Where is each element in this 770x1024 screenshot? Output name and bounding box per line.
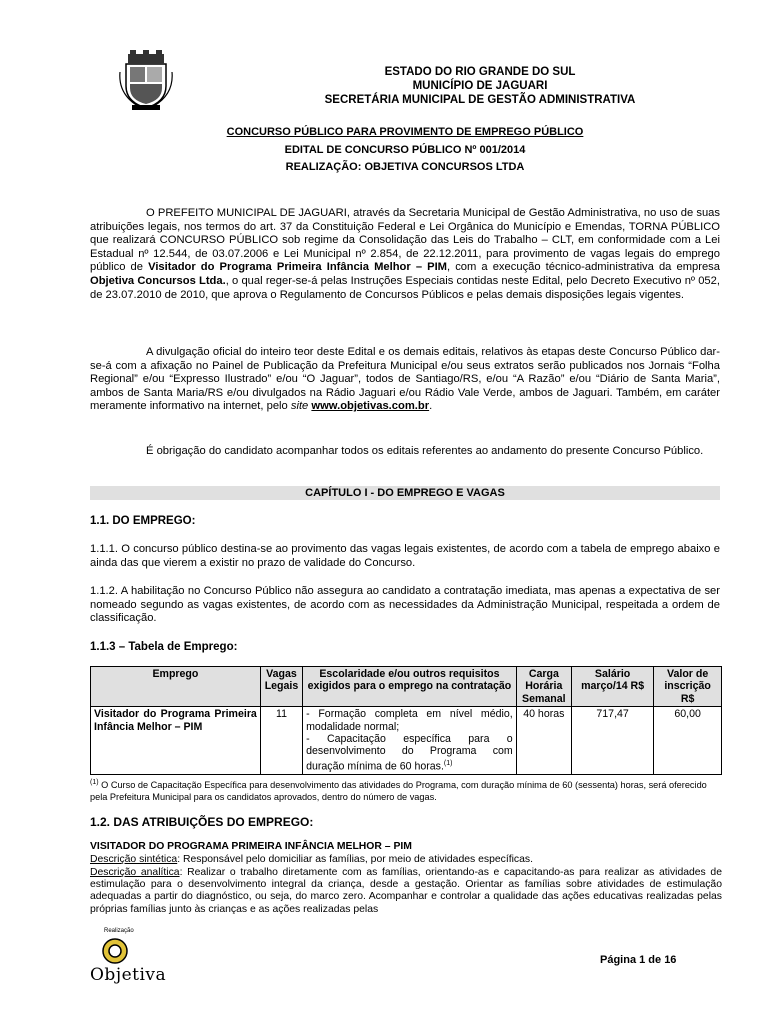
contest-title: CONCURSO PÚBLICO PARA PROVIMENTO DE EMPREGO PÚBLICO bbox=[226, 126, 584, 138]
table-header-cell: Valor de inscrição R$ bbox=[654, 667, 722, 707]
objetiva-logo bbox=[80, 928, 167, 988]
section-1-1-3-heading: 1.1.3 – Tabela de Emprego: bbox=[90, 641, 238, 653]
table-header-cell: Vagas Legais bbox=[260, 667, 302, 707]
intro-paragraph-2: A divulgação oficial do inteiro teor deste Edital e os demais editais, relativos às etapas deste Concurso Público dar-se-á com a afixação no Painel de Publicação da Prefeitura Municipal e/ou seus extratos serão publicados nos Jornais “Folha Regional” e/ou “Expresso Ilustrado” e/ou “O Jaguar”, todos de Santiago/RS, e/ou “A Razão” e/ou “Diário de Santa Maria”, ambos de Santa Maria/RS e/ou divulgados na Rádio Jaguari e/ou Rádio Vale Verde, ambos de Jaguari. Também, em caráter meramente informativo na internet, pelo site www.objetivas.com.br. bbox=[90, 346, 720, 413]
table-footnote: $^{(1)}$ O Curso de Capacitação Específica para desenvolvimento das atividades do Programa, com duração mínima de 60 (sessenta) horas, será oferecido pela Prefeitura Municipal para os candidatos aprovados, dentro do número de vagas. bbox=[90, 779, 707, 802]
page-number: Página 1 de 16 bbox=[600, 954, 677, 966]
table-header-cell: Carga Horária Semanal bbox=[516, 667, 571, 707]
table-cell-vagas: 11 bbox=[260, 707, 302, 775]
logo-name: Objetiva bbox=[90, 965, 167, 985]
descricao-analitica: Descrição analítica: Realizar o trabalho diretamente com as famílias, orientando-as e capacitando-as para realizar as atividades de estimulação para o desenvolvimento integral da criança, desde a gestação. Orientar as famílias sobre atividades de estimulação adequadas a partir do diagnóstico, ou seja, do marco zero. Acompanhar e controlar a qualidade das ações educativas realizadas pelas próprias famílias junto às crianças e as ações realizadas pelas bbox=[90, 867, 722, 915]
paragraph-1-1-2: 1.1.2. A habilitação no Concurso Público não assegura ao candidato a contratação imediata, mas apenas a expectativa de ser nomeado segundo as vagas existentes, de acordo com as necessidades da Administração Municipal, respeitada a ordem de classificação. bbox=[90, 585, 720, 625]
header-municipality: MUNICÍPIO DE JAGUARI bbox=[412, 80, 548, 92]
descricao-sintetica: Descrição sintética: Responsável pelo domiciliar as famílias, por meio de atividades específicas. bbox=[90, 854, 533, 865]
table-header-cell: Emprego bbox=[91, 667, 261, 707]
table-cell-carga: 40 horas bbox=[516, 707, 571, 775]
employment-table bbox=[90, 666, 722, 775]
objetiva-website-link[interactable]: www.objetivas.com.br bbox=[311, 400, 430, 413]
table-header-cell: Salário março/14 R$ bbox=[571, 667, 653, 707]
table-cell-requisitos: - Formação completa em nível médio, modalidade normal; - Capacitação específica para o desenvolvimento do Programa com duração mínima de 60 horas.$^{(1)}$ bbox=[303, 707, 517, 775]
objetiva-emblem-icon bbox=[102, 938, 128, 964]
header-state: ESTADO DO RIO GRANDE DO SUL bbox=[384, 66, 576, 78]
header-secretary: SECRETÁRIA MUNICIPAL DE GESTÃO ADMINISTRATIVA bbox=[324, 94, 636, 106]
table-cell-salario: 717,47 bbox=[571, 707, 653, 775]
intro-paragraph-1: O PREFEITO MUNICIPAL DE JAGUARI, através da Secretaria Municipal de Gestão Administrativa, no uso de suas atribuições legais, nos termos do art. 37 da Constituição Federal e Lei Orgânica do Município e Emendas, TORNA PÚBLICO que realizará CONCURSO PÚBLICO sob regime da Consolidação das Leis do Trabalho – CLT, em conformidade com a Lei Estadual nº 12.544, de 03.07.2006 e Lei Municipal nº 2.854, de 22.12.2011, para provimento de vagas legais do emprego público de Visitador do Programa Primeira Infância Melhor – PIM, com a execução técnico-administrativa da empresa Objetiva Concursos Ltda., o qual reger-se-á pelas Instruções Especiais contidas neste Edital, pelo Decreto Executivo nº 052, de 23.07.2010 de 2010, que aprova o Regulamento de Concursos Públicos e pelas demais disposições legais vigentes. bbox=[90, 207, 720, 301]
table-cell-emprego: Visitador do Programa Primeira Infância Melhor – PIM bbox=[91, 707, 261, 775]
job-title: VISITADOR DO PROGRAMA PRIMEIRA INFÂNCIA MELHOR – PIM bbox=[90, 841, 412, 852]
edital-number: EDITAL DE CONCURSO PÚBLICO Nº 001/2014 bbox=[284, 144, 526, 156]
section-1-2-heading: 1.2. DAS ATRIBUIÇÕES DO EMPREGO: bbox=[90, 815, 314, 829]
realizacao-line: REALIZAÇÃO: OBJETIVA CONCURSOS LTDA bbox=[285, 161, 525, 173]
paragraph-1-1-1: 1.1.1. O concurso público destina-se ao provimento das vagas legais existentes, de acordo com a tabela de emprego abaixo e ainda das que vierem a existir no prazo de validade do Concurso. bbox=[90, 543, 720, 569]
logo-realizacao-text: Realização bbox=[104, 928, 134, 934]
municipal-crest-icon bbox=[118, 50, 174, 110]
chapter-heading: CAPÍTULO I - DO EMPREGO E VAGAS bbox=[90, 486, 720, 500]
section-1-1-heading: 1.1. DO EMPREGO: bbox=[90, 515, 196, 527]
table-row bbox=[91, 707, 722, 775]
intro-paragraph-3: É obrigação do candidato acompanhar todos os editais referentes ao andamento do presente Concurso Público. bbox=[146, 445, 704, 457]
table-header-row bbox=[91, 667, 722, 707]
table-header-cell: Escolaridade e/ou outros requisitos exigidos para o emprego na contratação bbox=[303, 667, 517, 707]
table-cell-inscricao: 60,00 bbox=[654, 707, 722, 775]
